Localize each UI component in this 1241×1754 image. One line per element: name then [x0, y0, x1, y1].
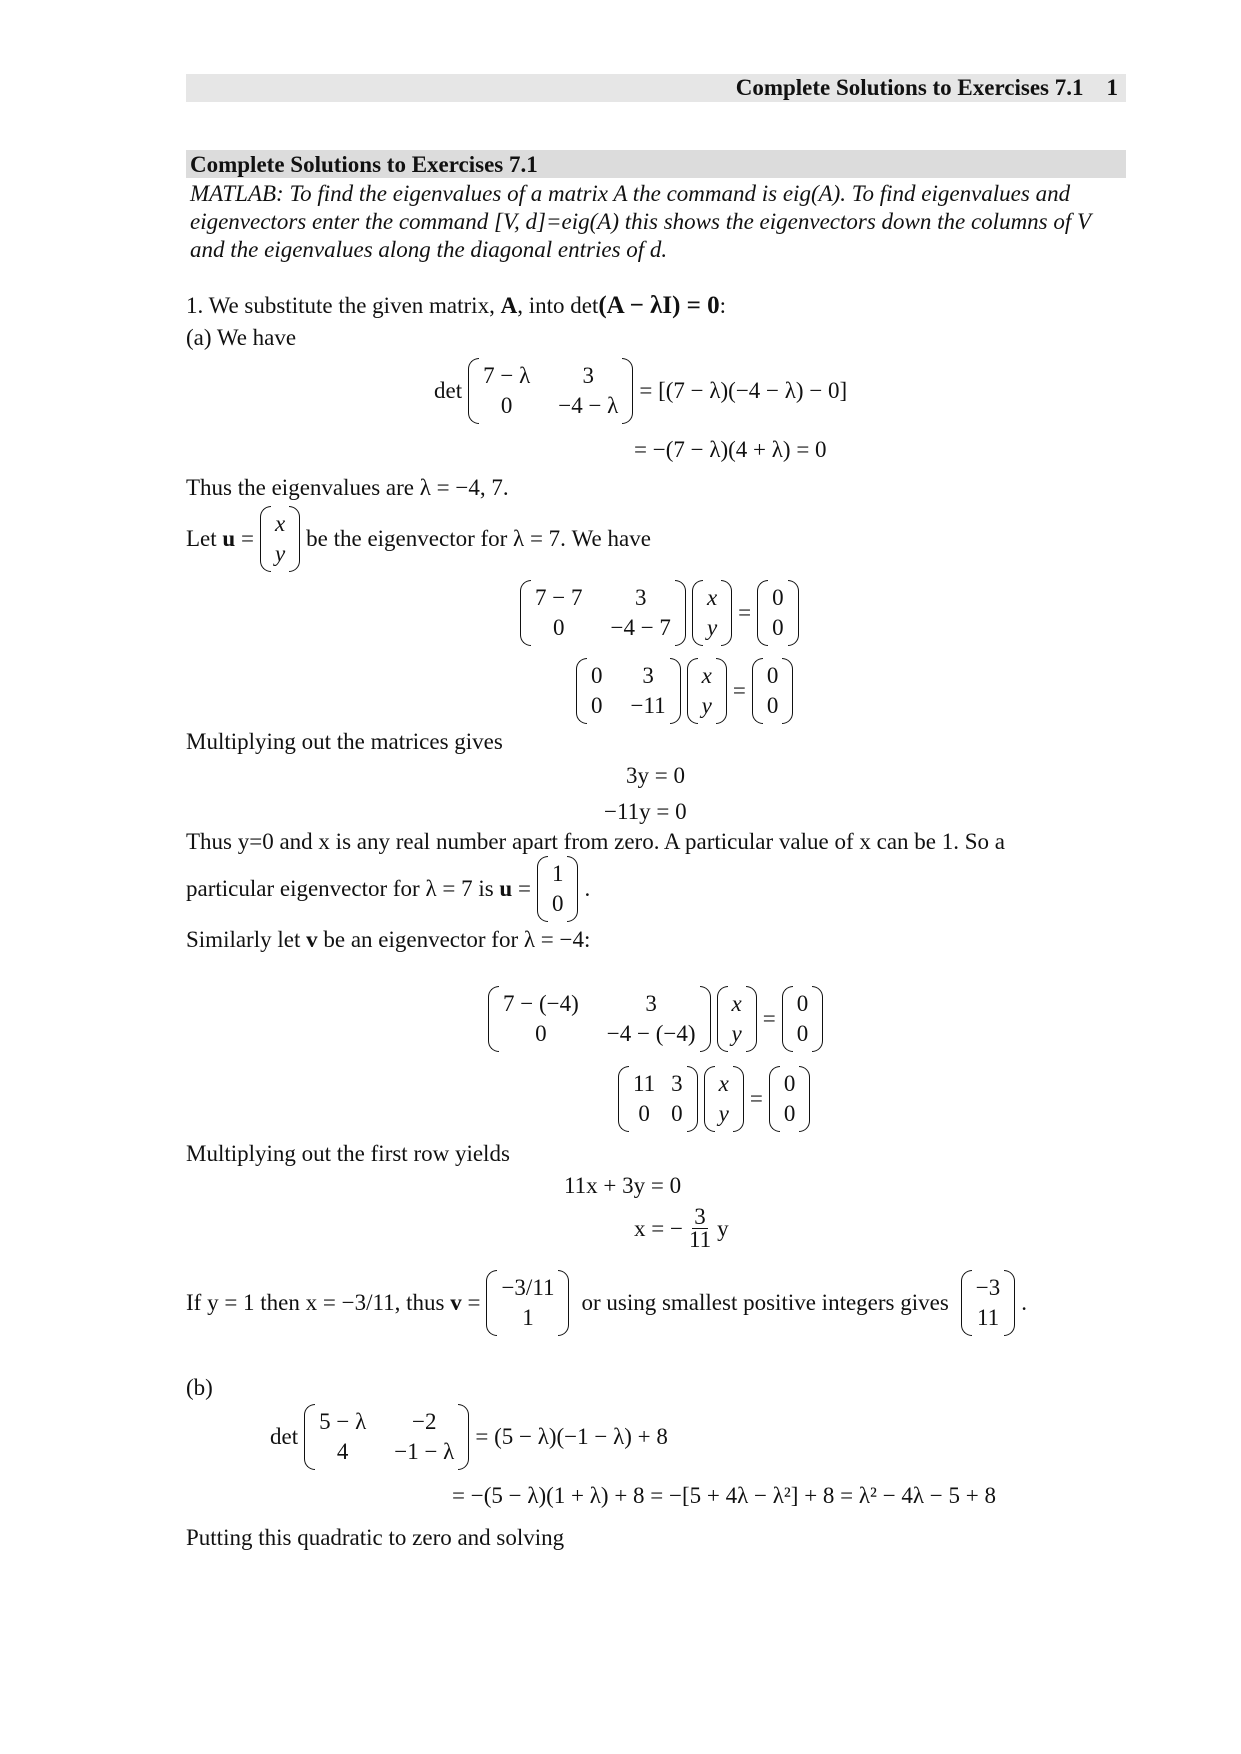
eigen-eq-2: 0 3 0 −11 x y = 0 0: [576, 658, 793, 724]
determinant-b: det 5 − λ −2 4 −1 − λ = (5 − λ)(−1 − λ) + 8: [270, 1404, 668, 1470]
determinant-b-line2: = −(5 − λ)(1 + λ) + 8 = −[5 + 4λ − λ²] + 8 = λ² − 4λ − 5 + 8: [452, 1483, 997, 1508]
vector-xy: x y: [687, 658, 727, 724]
let-u-line: Let u = x y be the eigenvector for λ = 7. We have: [186, 506, 651, 572]
fraction-3-11: $\frac{3}{11}$: [688, 1204, 712, 1252]
vector-zero: 0 0: [769, 1066, 811, 1132]
eigenvalues-a: Thus the eigenvalues are λ = −4, 7.: [186, 475, 509, 500]
vector-xy: x y: [717, 986, 757, 1052]
matrix-a-lambda: 7 − λ 3 0 −4 − λ: [468, 358, 633, 424]
multiply-first-text: Multiplying out the first row yields: [186, 1141, 510, 1166]
q1-intro: 1. We substitute the given matrix, A, into det(A − λI) = 0:: [186, 292, 727, 319]
eq-11x: 11x + 3y = 0: [564, 1173, 682, 1198]
eigen-eq-3: 7 − (−4) 3 0 −4 − (−4) x y = 0 0: [488, 986, 823, 1052]
matrix-7-7: 7 − 7 3 0 −4 − 7: [520, 580, 686, 646]
vector-u-value: 1 0: [537, 856, 579, 922]
page-number: 1: [1106, 75, 1118, 100]
section-title: Complete Solutions to Exercises 7.1: [190, 152, 538, 177]
multiply-text: Multiplying out the matrices gives: [186, 729, 503, 754]
eigen-eq-1: 7 − 7 3 0 −4 − 7 x y = 0 0: [520, 580, 799, 646]
running-header: [186, 74, 1126, 102]
vector-zero: 0 0: [752, 658, 794, 724]
vector-xy: x y: [692, 580, 732, 646]
determinant-a: det 7 − λ 3 0 −4 − λ = [(7 − λ)(−4 − λ) − 0]: [434, 358, 847, 424]
matrix-7-minus-neg4: 7 − (−4) 3 0 −4 − (−4): [488, 986, 711, 1052]
matrix-0-3: 0 3 0 −11: [576, 658, 681, 724]
vector-zero: 0 0: [782, 986, 824, 1052]
vector-xy: x y: [704, 1066, 744, 1132]
eq-11y: −11y = 0: [604, 799, 687, 824]
eigen-eq-4: 11 3 0 0 x y = 0 0: [618, 1066, 810, 1132]
vector-zero: 0 0: [757, 580, 799, 646]
eq-x-fraction: x = − $\frac{3}{11}$ y: [634, 1204, 729, 1252]
particular-u-line: particular eigenvector for λ = 7 is u = 1 0 .: [186, 856, 590, 922]
vector-v-integers: −3 11: [961, 1270, 1015, 1336]
similarly-text: Similarly let v be an eigenvector for λ = −4:: [186, 927, 591, 952]
matlab-note: MATLAB: To find the eigenvalues of a matrix A the command is eig(A). To find eigenvalues and eigenvectors enter the command [V, d]=eig(A) this shows the eigenvectors down the columns of V and the eigenvalues along the diagonal entries of d.: [190, 181, 1091, 262]
putting-text: Putting this quadratic to zero and solving: [186, 1525, 565, 1550]
header-title: Complete Solutions to Exercises 7.1 1: [735, 75, 1118, 100]
part-a-label: (a) We have: [186, 325, 297, 350]
part-b-label: (b): [186, 1375, 213, 1400]
eq-3y: 3y = 0: [626, 763, 685, 788]
matrix-b-lambda: 5 − λ −2 4 −1 − λ: [304, 1404, 469, 1470]
section-heading: [186, 150, 1126, 178]
if-y-line: If y = 1 then x = −3/11, thus v = −3/11 1 or using smallest positive integers gives −3 11 .: [186, 1270, 1027, 1336]
vector-u-xy: x y: [260, 506, 300, 572]
vector-v-fraction: −3/11 1: [486, 1270, 569, 1336]
thus-y-text: Thus y=0 and x is any real number apart from zero. A particular value of x can be 1. So a: [186, 829, 1005, 854]
matrix-11-3: 11 3 0 0: [618, 1066, 698, 1132]
determinant-a-line2: = −(7 − λ)(4 + λ) = 0: [634, 437, 827, 462]
